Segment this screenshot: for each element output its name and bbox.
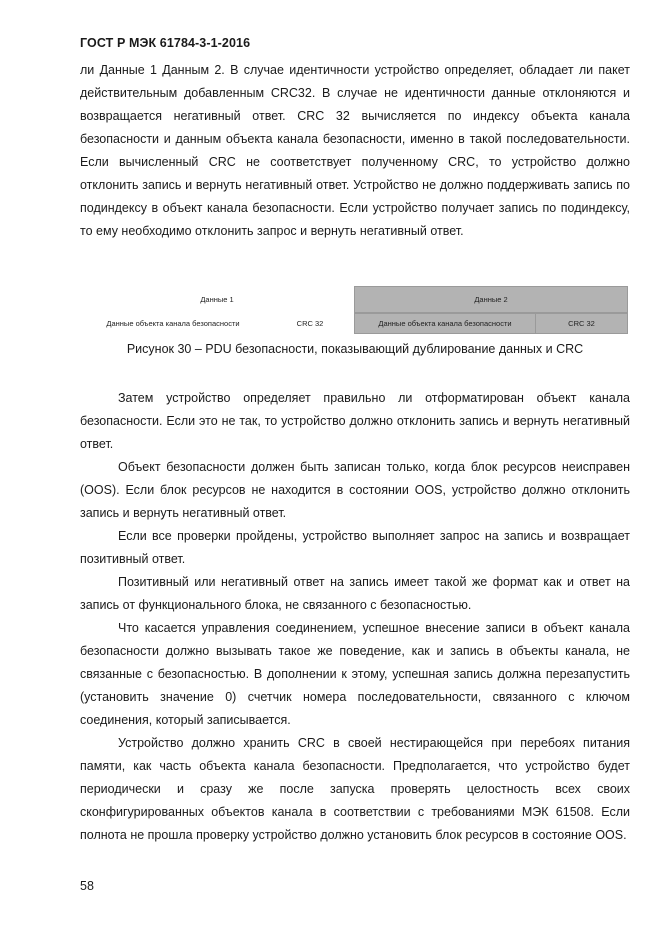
- crc32-right: CRC 32: [535, 313, 628, 334]
- page-number: 58: [80, 879, 94, 893]
- paragraph-7: Устройство должно хранить CRC в своей нестирающейся при перебоях питания памяти, как часть объекта канала безопасности. Предполагается, что устройство будет периодически и сразу же после запуска проверять целостность всех своих сконфигурированных объектов канала в соответствии с требованиями МЭК 61508. Если полнота не прошла проверку устройство должно установить блок ресурсов в состояние OOS.: [80, 736, 630, 842]
- figure-caption: Рисунок 30 – PDU безопасности, показывающий дублирование данных и CRC: [126, 342, 584, 356]
- figure-safety-pdu: [80, 286, 628, 334]
- paragraph-4: Если все проверки пройдены, устройство выполняет запрос на запись и возвращает позитивный ответ.: [80, 529, 630, 566]
- document-header: ГОСТ Р МЭК 61784-3-1-2016: [80, 36, 251, 50]
- paragraph-2: Затем устройство определяет правильно ли отформатирован объект канала безопасности. Если это не так, то устройство должно отклонить запись и вернуть негативный ответ.: [80, 391, 630, 451]
- paragraph-3: Объект безопасности должен быть записан только, когда блок ресурсов неисправен (OOS). Если блок ресурсов не находится в состоянии OOS, устройство должно отклонить запись и вернуть негативный ответ.: [80, 460, 630, 520]
- object-data-left: Данные объекта канала безопасности: [106, 319, 240, 328]
- paragraph-5: Позитивный или негативный ответ на запись имеет такой же формат как и ответ на запись от функционального блока, не связанного с безопасностью.: [80, 575, 630, 612]
- paragraph-6: Что касается управления соединением, успешное внесение записи в объект канала безопасности должно вызывать такое же поведение, как и запись в объекты канала, не связанные с безопасностью. В дополнении к этому, успешная запись должна перезапустить (установить значение 0) счетчик номера последовательности, связанного с ключом соединения, который записывается.: [80, 621, 630, 727]
- data1-label: Данные 1: [200, 294, 234, 304]
- crc32-left: CRC 32: [296, 319, 324, 328]
- data2-label: Данные 2: [354, 286, 628, 313]
- object-data-right: Данные объекта канала безопасности: [354, 313, 536, 334]
- paragraph-1: ли Данные 1 Данным 2. В случае идентичности устройство определяет, обладает ли пакет действительным добавленным CRC32. В случае не идентичности данные отклоняются и возвращается негативный ответ. CRC 32 вычисляется по индексу объекта канала безопасности и данным объекта канала безопасности, именно в такой последовательности. Если вычисленный CRC не соответствует полученному CRC, то устройство должно отклонить запись и вернуть негативный ответ. Устройство не должно поддерживать запись по подиндексу в объект канала безопасности. Если устройство получает запись по подиндексу, то ему необходимо отклонить запрос и вернуть негативный ответ.: [80, 63, 630, 238]
